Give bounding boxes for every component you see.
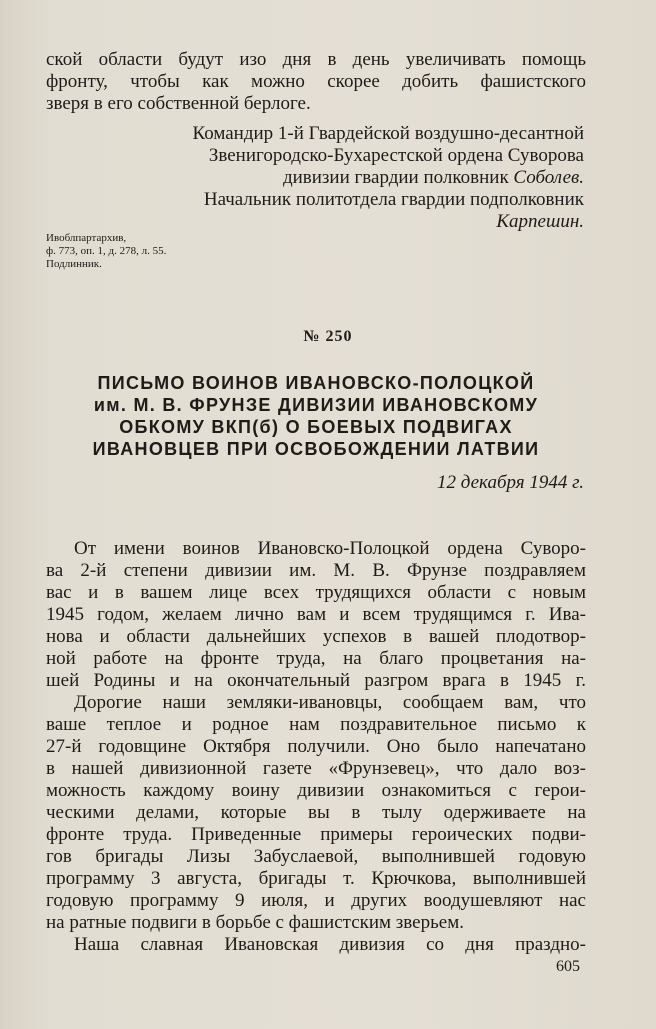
body-line: на ратные подвиги в борьбе с фашистским зверьем. — [46, 912, 464, 933]
signature-line: Командир 1-й Гвардейской воздушно-десантной — [192, 123, 584, 144]
signature-line — [283, 167, 584, 189]
body-line: 1945 годом, желаем лично вам и всем трудящимся г. Ива- — [46, 604, 586, 625]
document-date: 12 декабря 1944 г. — [437, 472, 584, 493]
source-line: Ивоблпартархив, — [46, 232, 127, 244]
text-line: зверя в его собственной берлоге. — [46, 93, 311, 114]
body-line: Наша славная Ивановская дивизия со дня праздно- — [74, 934, 586, 955]
body-line: фронте труда. Приведенные примеры героических подви- — [46, 824, 586, 845]
heading-line: ИВАНОВЦЕВ ПРИ ОСВОБОЖДЕНИИ ЛАТВИИ — [92, 439, 540, 459]
body-line: ческими делами, которые вы в тылу одерживаете на — [46, 802, 586, 823]
body-line: ва 2-й степени дивизии им. М. В. Фрунзе поздравляем — [46, 560, 586, 581]
body-line: нова и области дальнейших успехов в вашей плодотвор- — [46, 626, 586, 647]
page-number: 605 — [556, 958, 580, 975]
heading-line: ОБКОМУ ВКП(б) О БОЕВЫХ ПОДВИГАХ — [119, 417, 513, 437]
body-line: вас и в вашем лице всех трудящихся области с новым — [46, 582, 586, 603]
heading-line: ПИСЬМО ВОИНОВ ИВАНОВСКО-ПОЛОЦКОЙ — [97, 373, 535, 393]
body-line: Дорогие наши земляки-ивановцы, сообщаем вам, что — [74, 692, 586, 713]
body-line: программу 3 августа, бригады т. Крючкова, выполнившей — [46, 868, 586, 889]
body-line: можность каждому воину дивизии ознакомиться с герои- — [46, 780, 586, 801]
body-line: годовую программу 9 июля, и других воодушевляют нас — [46, 890, 586, 911]
signature-line: Начальник политотдела гвардии подполковник — [203, 189, 584, 210]
text-line: фронту, чтобы как можно скорее добить фашистского — [46, 71, 586, 92]
body-line: гов бригады Лизы Забуслаевой, выполнившей годовую — [46, 846, 586, 867]
signature-name: Соболев. — [513, 167, 584, 188]
source-line: ф. 773, оп. 1, д. 278, л. 55. — [46, 245, 167, 257]
body-line: ной работе на фронте труда, на благо процветания на- — [46, 648, 586, 669]
document-number: № 250 — [303, 328, 353, 345]
body-line: ваше теплое и родное нам поздравительное письмо к — [46, 714, 586, 735]
source-line: Подлинник. — [46, 258, 102, 270]
body-line: 27-й годовщине Октября получили. Оно было напечатано — [46, 736, 586, 757]
signature-text: дивизии гвардии полковник — [282, 167, 509, 188]
heading-line: им. М. В. ФРУНЗЕ ДИВИЗИИ ИВАНОВСКОМУ — [93, 395, 539, 415]
text-line: ской области будут изо дня в день увеличивать помощь — [46, 49, 586, 70]
signature-line: Звенигородско-Бухарестской ордена Суворова — [208, 145, 584, 166]
body-line: шей Родины и на окончательный разгром врага в 1945 г. — [46, 670, 586, 691]
body-line: От имени воинов Ивановско-Полоцкой ордена Суворо- — [74, 538, 586, 559]
signature-name: Карпешин. — [496, 211, 584, 232]
body-line: в нашей дивизионной газете «Фрунзевец», что дало воз- — [46, 758, 586, 779]
